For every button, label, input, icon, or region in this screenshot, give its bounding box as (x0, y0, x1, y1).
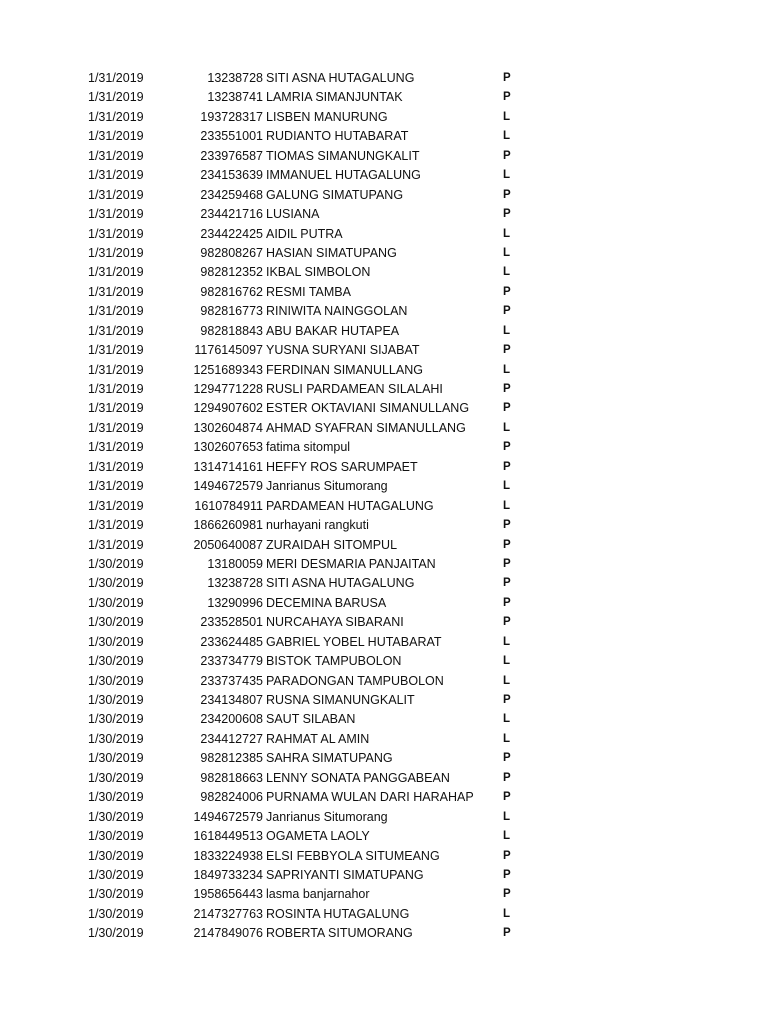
gender-cell: L (503, 635, 511, 648)
table-row (0, 361, 768, 380)
name-cell: HASIAN SIMATUPANG (266, 245, 397, 260)
name-cell: AIDIL PUTRA (266, 226, 343, 241)
gender-cell: P (503, 208, 511, 221)
name-cell: YUSNA SURYANI SIJABAT (266, 343, 420, 358)
gender-cell: P (503, 91, 511, 104)
gender-cell: L (503, 246, 511, 259)
id-cell: 234259468 (200, 187, 263, 202)
table-row (0, 438, 768, 457)
gender-cell: L (503, 907, 511, 920)
date-cell: 1/30/2019 (88, 848, 144, 863)
table-row (0, 769, 768, 788)
table-row (0, 710, 768, 729)
date-cell: 1/31/2019 (88, 537, 144, 552)
name-cell: DECEMINA BARUSA (266, 595, 387, 610)
table-row (0, 536, 768, 555)
table-row (0, 691, 768, 710)
date-cell: 1/30/2019 (88, 926, 144, 941)
table-row (0, 419, 768, 438)
date-cell: 1/30/2019 (88, 576, 144, 591)
table-row (0, 827, 768, 846)
gender-cell: P (503, 149, 511, 162)
table-row (0, 516, 768, 535)
gender-cell: L (503, 169, 511, 182)
gender-cell: L (503, 830, 511, 843)
table-row (0, 244, 768, 263)
id-cell: 1251689343 (193, 362, 263, 377)
id-cell: 1849733234 (193, 867, 263, 882)
table-row (0, 166, 768, 185)
table-row (0, 866, 768, 885)
id-cell: 1294771228 (193, 382, 263, 396)
gender-cell: P (503, 383, 511, 395)
name-cell: HEFFY ROS SARUMPAET (266, 459, 418, 474)
table-row (0, 497, 768, 516)
date-cell: 1/30/2019 (88, 673, 144, 688)
name-cell: BISTOK TAMPUBOLON (266, 654, 402, 669)
id-cell: 1314714161 (193, 459, 263, 474)
table-row (0, 574, 768, 593)
table-row (0, 749, 768, 768)
gender-cell: P (503, 402, 511, 415)
id-cell: 234421716 (200, 207, 263, 222)
name-cell: RESMI TAMBA (266, 284, 351, 299)
id-cell: 233624485 (200, 634, 263, 649)
date-cell: 1/31/2019 (88, 71, 144, 85)
date-cell: 1/30/2019 (88, 634, 144, 649)
id-cell: 1302607653 (193, 440, 263, 455)
date-cell: 1/30/2019 (88, 556, 144, 571)
date-cell: 1/31/2019 (88, 284, 144, 299)
table-row (0, 652, 768, 671)
table-row (0, 847, 768, 866)
table-row (0, 924, 768, 943)
date-cell: 1/30/2019 (88, 731, 144, 746)
name-cell: SAHRA SIMATUPANG (266, 751, 393, 766)
date-cell: 1/31/2019 (88, 420, 144, 435)
id-cell: 982808267 (200, 245, 263, 260)
id-cell: 234134807 (200, 693, 263, 707)
gender-cell: P (503, 888, 511, 901)
date-cell: 1/30/2019 (88, 809, 144, 824)
table-row (0, 341, 768, 360)
date-cell: 1/31/2019 (88, 304, 144, 319)
table-row (0, 186, 768, 205)
name-cell: Janrianus Situmorang (266, 479, 388, 494)
name-cell: ESTER OKTAVIANI SIMANULLANG (266, 401, 470, 416)
gender-cell: L (503, 324, 511, 337)
name-cell: PARADONGAN TAMPUBOLON (266, 673, 444, 688)
id-cell: 1494672579 (193, 479, 263, 494)
table-row (0, 69, 768, 88)
date-cell: 1/30/2019 (88, 595, 144, 610)
date-cell: 1/30/2019 (88, 615, 144, 630)
date-cell: 1/31/2019 (88, 401, 144, 416)
id-cell: 13180059 (207, 556, 263, 571)
gender-cell: P (503, 519, 511, 532)
date-cell: 1/31/2019 (88, 323, 144, 338)
name-cell: RAHMAT AL AMIN (266, 731, 370, 746)
name-cell: LAMRIA SIMANJUNTAK (266, 90, 403, 105)
table-row (0, 322, 768, 341)
name-cell: LUSIANA (266, 207, 320, 222)
table-row (0, 205, 768, 224)
date-cell: 1/31/2019 (88, 459, 144, 474)
date-cell: 1/31/2019 (88, 343, 144, 358)
table-row (0, 613, 768, 632)
id-cell: 982816773 (200, 304, 263, 319)
gender-cell: L (503, 227, 511, 240)
date-cell: 1/31/2019 (88, 109, 144, 124)
date-cell: 1/31/2019 (88, 265, 144, 280)
name-cell: IMMANUEL HUTAGALUNG (266, 168, 421, 183)
table-row (0, 788, 768, 807)
id-cell: 233976587 (200, 148, 263, 163)
date-cell: 1/31/2019 (88, 382, 144, 396)
id-cell: 234153639 (200, 168, 263, 183)
name-cell: GALUNG SIMATUPANG (266, 187, 404, 202)
id-cell: 1866260981 (193, 518, 263, 533)
date-cell: 1/31/2019 (88, 362, 144, 377)
date-cell: 1/31/2019 (88, 440, 144, 455)
date-cell: 1/31/2019 (88, 90, 144, 105)
table-row (0, 730, 768, 749)
gender-cell: L (503, 713, 511, 726)
gender-cell: L (503, 810, 511, 823)
name-cell: AHMAD SYAFRAN SIMANULLANG (266, 420, 466, 435)
id-cell: 1958656443 (193, 887, 263, 902)
gender-cell: P (503, 344, 511, 357)
table-row (0, 147, 768, 166)
id-cell: 982812352 (200, 265, 263, 280)
date-cell: 1/30/2019 (88, 790, 144, 805)
id-cell: 982816762 (200, 284, 263, 299)
table-row (0, 302, 768, 321)
name-cell: ELSI FEBBYOLA SITUMEANG (266, 848, 440, 863)
table-row (0, 885, 768, 904)
id-cell: 234200608 (200, 712, 263, 727)
table-row (0, 88, 768, 107)
gender-cell: P (503, 771, 511, 784)
table-row (0, 263, 768, 282)
gender-cell: P (503, 577, 511, 590)
gender-cell: L (503, 266, 511, 279)
table-row (0, 127, 768, 146)
gender-cell: P (503, 285, 511, 298)
date-cell: 1/31/2019 (88, 518, 144, 533)
gender-cell: P (503, 752, 511, 765)
id-cell: 1494672579 (193, 809, 263, 824)
date-cell: 1/30/2019 (88, 906, 144, 921)
gender-cell: P (503, 188, 511, 201)
date-cell: 1/30/2019 (88, 887, 144, 902)
id-cell: 2147849076 (193, 926, 263, 941)
table-row (0, 458, 768, 477)
gender-cell: L (503, 655, 511, 668)
id-cell: 13238728 (207, 71, 263, 85)
table-row (0, 225, 768, 244)
name-cell: RUDIANTO HUTABARAT (266, 129, 409, 144)
id-cell: 234422425 (200, 226, 263, 241)
gender-cell: L (503, 130, 511, 143)
id-cell: 193728317 (200, 109, 263, 124)
gender-cell: P (503, 441, 511, 454)
gender-cell: L (503, 421, 511, 434)
gender-cell: P (503, 791, 511, 804)
name-cell: OGAMETA LAOLY (266, 829, 370, 844)
name-cell: SITI ASNA HUTAGALUNG (266, 576, 415, 591)
id-cell: 2147327763 (193, 906, 263, 921)
name-cell: GABRIEL YOBEL HUTABARAT (266, 634, 442, 649)
name-cell: TIOMAS SIMANUNGKALIT (266, 148, 420, 163)
id-cell: 13290996 (207, 595, 263, 610)
table-row (0, 905, 768, 924)
table-row (0, 477, 768, 496)
date-cell: 1/30/2019 (88, 829, 144, 844)
name-cell: ABU BAKAR HUTAPEA (266, 323, 400, 338)
id-cell: 982818843 (200, 323, 263, 338)
date-cell: 1/31/2019 (88, 245, 144, 260)
name-cell: RUSLI PARDAMEAN SILALAHI (266, 382, 443, 396)
name-cell: Janrianus Situmorang (266, 809, 388, 824)
id-cell: 233551001 (200, 129, 263, 144)
name-cell: IKBAL SIMBOLON (266, 265, 371, 280)
name-cell: nurhayani rangkuti (266, 518, 369, 533)
name-cell: ROBERTA SITUMORANG (266, 926, 413, 941)
name-cell: SITI ASNA HUTAGALUNG (266, 71, 415, 85)
date-cell: 1/31/2019 (88, 148, 144, 163)
date-cell: 1/31/2019 (88, 498, 144, 513)
name-cell: fatima sitompul (266, 440, 351, 455)
id-cell: 2050640087 (193, 537, 263, 552)
gender-cell: L (503, 363, 511, 376)
id-cell: 982824006 (200, 790, 263, 805)
table-row (0, 108, 768, 127)
table-row (0, 594, 768, 613)
id-cell: 234412727 (200, 731, 263, 746)
gender-cell: P (503, 460, 511, 473)
date-cell: 1/31/2019 (88, 129, 144, 144)
gender-cell: P (503, 616, 511, 629)
date-cell: 1/31/2019 (88, 226, 144, 241)
gender-cell: L (503, 110, 511, 123)
gender-cell: P (503, 868, 511, 881)
id-cell: 13238741 (207, 90, 263, 105)
id-cell: 233737435 (200, 673, 263, 688)
id-cell: 1294907602 (193, 401, 263, 416)
date-cell: 1/30/2019 (88, 751, 144, 766)
gender-cell: L (503, 732, 511, 745)
date-cell: 1/31/2019 (88, 168, 144, 183)
date-cell: 1/30/2019 (88, 654, 144, 669)
name-cell: LENNY SONATA PANGGABEAN (266, 770, 450, 785)
id-cell: 982812385 (200, 751, 263, 766)
id-cell: 233528501 (200, 615, 263, 630)
table-row (0, 380, 768, 399)
gender-cell: P (503, 596, 511, 609)
name-cell: FERDINAN SIMANULLANG (266, 362, 423, 377)
name-cell: SAUT SILABAN (266, 712, 356, 727)
date-cell: 1/30/2019 (88, 693, 144, 707)
id-cell: 1618449513 (193, 829, 263, 844)
date-cell: 1/30/2019 (88, 867, 144, 882)
name-cell: lasma banjarnahor (266, 887, 370, 902)
id-cell: 1302604874 (193, 420, 263, 435)
table-row (0, 672, 768, 691)
id-cell: 1610784911 (194, 498, 263, 513)
date-cell: 1/30/2019 (88, 712, 144, 727)
name-cell: PURNAMA WULAN DARI HARAHAP (266, 790, 474, 805)
id-cell: 1833224938 (193, 848, 263, 863)
table-row (0, 283, 768, 302)
name-cell: RINIWITA NAINGGOLAN (266, 304, 408, 319)
gender-cell: P (503, 305, 511, 318)
gender-cell: P (503, 927, 511, 940)
id-cell: 1176145097 (194, 343, 263, 358)
name-cell: PARDAMEAN HUTAGALUNG (266, 498, 434, 513)
gender-cell: P (503, 557, 511, 570)
date-cell: 1/31/2019 (88, 207, 144, 222)
name-cell: ROSINTA HUTAGALUNG (266, 906, 410, 921)
table-row (0, 808, 768, 827)
gender-cell: P (503, 72, 511, 84)
table-row (0, 555, 768, 574)
table-row (0, 399, 768, 418)
id-cell: 233734779 (200, 654, 263, 669)
name-cell: RUSNA SIMANUNGKALIT (266, 693, 415, 707)
name-cell: SAPRIYANTI SIMATUPANG (266, 867, 424, 882)
date-cell: 1/31/2019 (88, 479, 144, 494)
name-cell: MERI DESMARIA PANJAITAN (266, 556, 436, 571)
gender-cell: P (503, 538, 511, 551)
table-row (0, 633, 768, 652)
gender-cell: P (503, 694, 511, 706)
gender-cell: P (503, 849, 511, 862)
id-cell: 982818663 (200, 770, 263, 785)
date-cell: 1/30/2019 (88, 770, 144, 785)
gender-cell: L (503, 480, 511, 493)
gender-cell: L (503, 674, 511, 687)
gender-cell: L (503, 499, 511, 512)
id-cell: 13238728 (207, 576, 263, 591)
name-cell: LISBEN MANURUNG (266, 109, 388, 124)
name-cell: ZURAIDAH SITOMPUL (266, 537, 398, 552)
name-cell: NURCAHAYA SIBARANI (266, 615, 404, 630)
data-sheet (0, 69, 768, 944)
date-cell: 1/31/2019 (88, 187, 144, 202)
